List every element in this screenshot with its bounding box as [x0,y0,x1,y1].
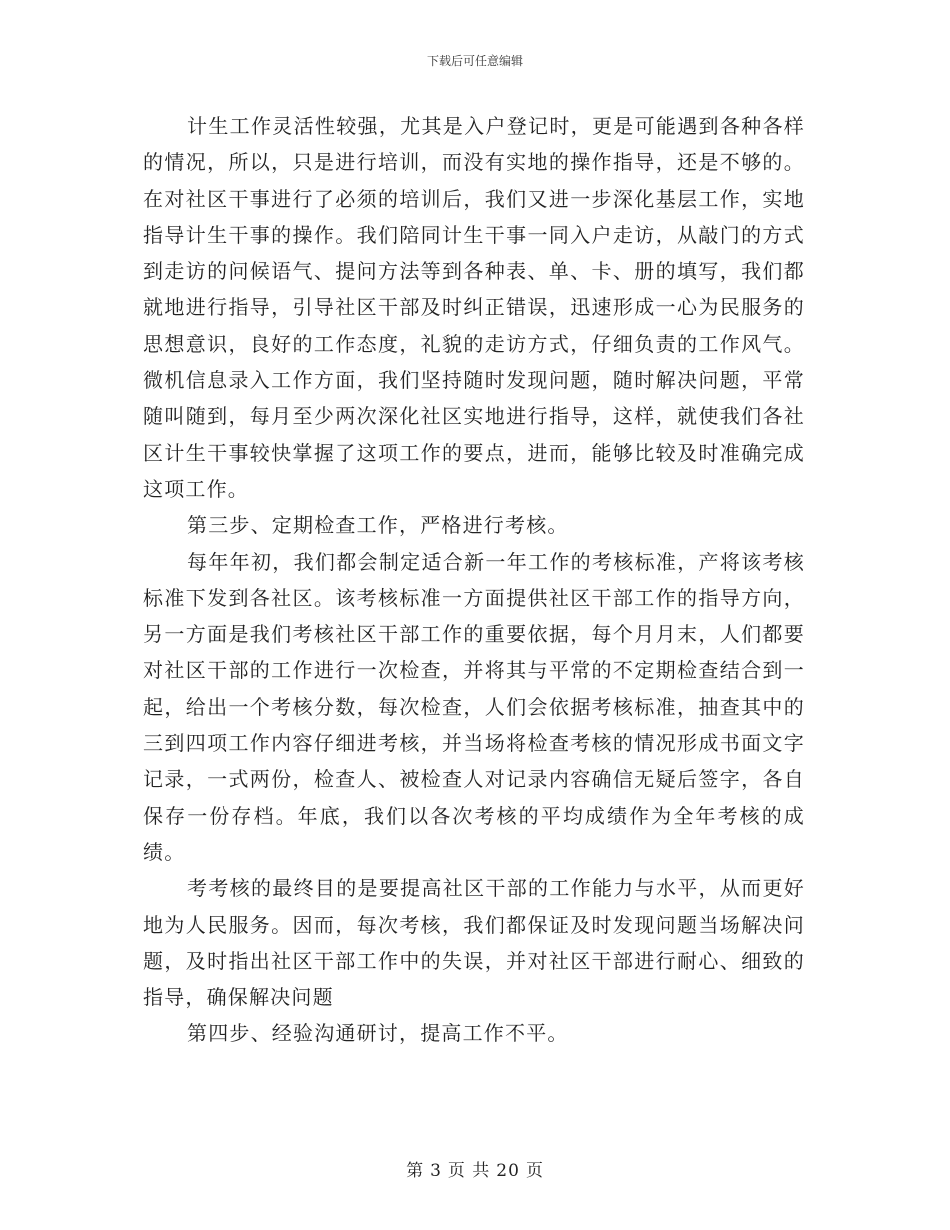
page-footer [0,1156,950,1181]
page-label-mid: 页 共 [447,1161,491,1181]
paragraph: 考考核的最终目的是要提高社区干部的工作能力与水平，从而更好地为人民服务。因而，每次考核，我们都保证及时发现问题当场解决问题，及时指出社区干部工作中的失误，并对社区干部进行耐心、细致的指导，确保解决问题 [143,876,805,1010]
section-heading: 第三步、定期检查工作，严格进行考核。 [187,513,569,538]
current-page-number: 3 [430,1161,442,1181]
total-pages-number: 20 [496,1161,520,1181]
page-header: 下载后可任意编辑 [426,54,523,68]
paragraph: 每年年初，我们都会制定适合新一年工作的考核标准，产将该考核标准下发到各社区。该考核标准一方面提供社区干部工作的指导方向，另一方面是我们考核社区干部工作的重要依据，每个月月末，人们都要对社区干部的工作进行一次检查，并将其与平常的不定期检查结合到一起，给出一个考核分数，每次检查，人们会依据考核标准，抽查其中的三到四项工作内容仔细进考核，并当场将检查考核的情况形成书面文字记录，一式两份，检查人、被检查人对记录内容确信无疑后签字，各自保存一份存档。年底，我们以各次考核的平均成绩作为全年考核的成绩。 [143,549,805,864]
section-heading: 第四步、经验沟通研讨，提高工作不平。 [187,1021,569,1046]
page-label-suffix: 页 [525,1161,544,1181]
document-body [143,108,805,1052]
page-label-prefix: 第 [406,1161,425,1181]
paragraph: 计生工作灵活性较强，尤其是入户登记时，更是可能遇到各种各样的情况，所以，只是进行培训，而没有实地的操作指导，还是不够的。在对社区干事进行了必须的培训后，我们又进一步深化基层工作，实地指导计生干事的操作。我们陪同计生干事一同入户走访，从敲门的方式到走访的问候语气、提问方法等到各种表、单、卡、册的填写，我们都就地进行指导，引导社区干部及时纠正错误，迅速形成一心为民服务的思想意识，良好的工作态度，礼貌的走访方式，仔细负责的工作风气。微机信息录入工作方面，我们坚持随时发现问题，随时解决问题，平常随叫随到，每月至少两次深化社区实地进行指导，这样，就使我们各社区计生干事较快掌握了这项工作的要点，进而，能够比较及时准确完成这项工作。 [143,114,805,501]
